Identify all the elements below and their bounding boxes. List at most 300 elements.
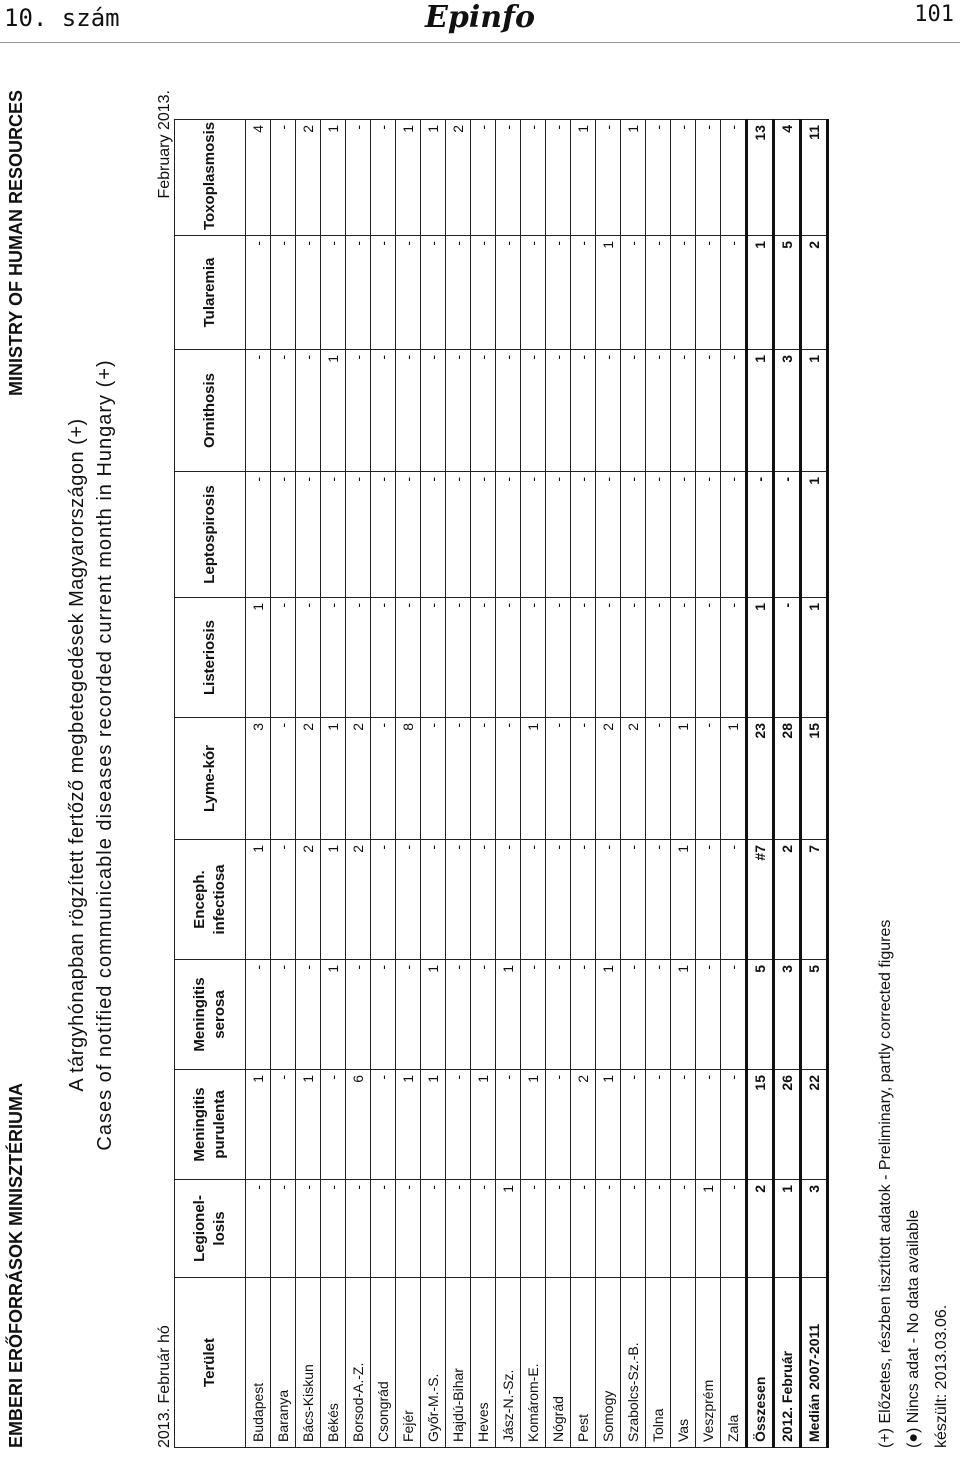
table-row xyxy=(721,120,747,1448)
value-cell: 2 xyxy=(596,718,621,840)
column-header xyxy=(175,120,246,236)
value-cell: - xyxy=(521,236,546,350)
region-cell: Tolna xyxy=(646,1278,671,1448)
value-cell: - xyxy=(621,472,646,598)
value-cell: 2 xyxy=(571,1070,596,1180)
value-cell: - xyxy=(646,598,671,718)
value-cell: 2 xyxy=(446,120,471,236)
value-cell: - xyxy=(496,236,521,350)
value-cell: - xyxy=(271,718,296,840)
value-cell: 1 xyxy=(774,1180,801,1278)
issue-number: 10. szám xyxy=(4,4,120,32)
value-cell: 1 xyxy=(421,120,446,236)
value-cell: - xyxy=(646,718,671,840)
value-cell: 8 xyxy=(396,718,421,840)
value-cell: - xyxy=(571,472,596,598)
value-cell: - xyxy=(696,598,721,718)
value-cell: 1 xyxy=(296,1070,321,1180)
region-cell: Csongrád xyxy=(371,1278,396,1448)
value-cell: - xyxy=(721,960,747,1070)
value-cell: - xyxy=(371,960,396,1070)
value-cell: - xyxy=(571,598,596,718)
value-cell: - xyxy=(396,350,421,472)
value-cell: 1 xyxy=(596,960,621,1070)
column-header xyxy=(175,350,246,472)
value-cell: 2 xyxy=(747,1180,774,1278)
value-cell: - xyxy=(421,840,446,960)
value-cell: - xyxy=(271,472,296,598)
value-cell: - xyxy=(671,236,696,350)
value-cell: - xyxy=(446,598,471,718)
value-cell: - xyxy=(421,1180,446,1278)
value-cell: - xyxy=(571,1180,596,1278)
value-cell: 13 xyxy=(747,120,774,236)
region-cell: Somogy xyxy=(596,1278,621,1448)
table-row xyxy=(246,120,271,1448)
journal-logo: Epinfo xyxy=(425,0,535,35)
value-cell: - xyxy=(596,1180,621,1278)
value-cell: - xyxy=(446,1070,471,1180)
column-header xyxy=(175,840,246,960)
value-cell: - xyxy=(471,236,496,350)
value-cell: - xyxy=(596,840,621,960)
value-cell: 1 xyxy=(747,236,774,350)
value-cell: - xyxy=(496,120,521,236)
column-header xyxy=(175,960,246,1070)
table-row xyxy=(271,120,296,1448)
value-cell: 4 xyxy=(246,120,271,236)
value-cell: - xyxy=(546,718,571,840)
region-cell: Összesen xyxy=(747,1278,774,1448)
value-cell: - xyxy=(596,120,621,236)
column-header-line2: losis xyxy=(211,1211,228,1246)
value-cell: - xyxy=(696,236,721,350)
table-row xyxy=(546,120,571,1448)
page-header xyxy=(0,0,960,43)
value-cell: - xyxy=(696,120,721,236)
value-cell: - xyxy=(546,120,571,236)
value-cell: 1 xyxy=(621,120,646,236)
summary-row xyxy=(801,120,828,1448)
value-cell: 1 xyxy=(246,598,271,718)
region-cell: Komárom-E. xyxy=(521,1278,546,1448)
region-cell: Vas xyxy=(671,1278,696,1448)
value-cell: 1 xyxy=(246,1070,271,1180)
value-cell: 1 xyxy=(801,350,828,472)
value-cell: - xyxy=(496,718,521,840)
value-cell: - xyxy=(446,1180,471,1278)
column-header-line1: Terület xyxy=(201,1338,218,1387)
value-cell: - xyxy=(271,120,296,236)
region-cell: Bács-Kiskun xyxy=(296,1278,321,1448)
column-header-line1: Lyme-kór xyxy=(201,745,218,812)
value-cell: - xyxy=(646,840,671,960)
value-cell: 2 xyxy=(296,120,321,236)
column-header-line1: Enceph. xyxy=(191,870,208,929)
value-cell: 1 xyxy=(521,718,546,840)
region-cell: Baranya xyxy=(271,1278,296,1448)
table-row xyxy=(371,120,396,1448)
value-cell: 1 xyxy=(321,718,346,840)
value-cell: - xyxy=(371,718,396,840)
value-cell: - xyxy=(496,1070,521,1180)
value-cell: - xyxy=(421,350,446,472)
value-cell: - xyxy=(774,472,801,598)
value-cell: - xyxy=(271,350,296,472)
table-row xyxy=(446,120,471,1448)
table-row xyxy=(346,120,371,1448)
table-row xyxy=(296,120,321,1448)
value-cell: 6 xyxy=(346,1070,371,1180)
value-cell: - xyxy=(246,960,271,1070)
value-cell: 4 xyxy=(774,120,801,236)
column-header xyxy=(175,1070,246,1180)
value-cell: - xyxy=(621,350,646,472)
value-cell: - xyxy=(346,1180,371,1278)
value-cell: - xyxy=(696,472,721,598)
value-cell: - xyxy=(546,350,571,472)
value-cell: 1 xyxy=(671,840,696,960)
value-cell: - xyxy=(296,1180,321,1278)
summary-row xyxy=(774,120,801,1448)
value-cell: - xyxy=(646,236,671,350)
value-cell: - xyxy=(371,840,396,960)
value-cell: - xyxy=(321,1070,346,1180)
value-cell: 11 xyxy=(801,120,828,236)
report-title-en: Cases of notified communicable diseases recorded current month in Hungary (+) xyxy=(94,359,116,1151)
region-cell: Szabolcs-Sz.-B. xyxy=(621,1278,646,1448)
table-row xyxy=(596,120,621,1448)
table-row xyxy=(671,120,696,1448)
value-cell: 15 xyxy=(801,718,828,840)
value-cell: 2 xyxy=(621,718,646,840)
value-cell: - xyxy=(421,236,446,350)
value-cell: 1 xyxy=(321,960,346,1070)
value-cell: - xyxy=(471,718,496,840)
value-cell: - xyxy=(546,960,571,1070)
value-cell: 22 xyxy=(801,1070,828,1180)
value-cell: - xyxy=(271,236,296,350)
value-cell: - xyxy=(571,718,596,840)
value-cell: 2 xyxy=(346,840,371,960)
value-cell: 2 xyxy=(296,840,321,960)
column-header-line1: Tularemia xyxy=(201,257,218,328)
value-cell: 1 xyxy=(246,840,271,960)
value-cell: - xyxy=(371,1180,396,1278)
value-cell: - xyxy=(346,960,371,1070)
value-cell: - xyxy=(321,598,346,718)
region-cell: Zala xyxy=(721,1278,747,1448)
value-cell: - xyxy=(321,472,346,598)
value-cell: 1 xyxy=(321,350,346,472)
table-row xyxy=(321,120,346,1448)
value-cell: - xyxy=(296,472,321,598)
value-cell: - xyxy=(721,598,747,718)
column-header xyxy=(175,1180,246,1278)
value-cell: - xyxy=(721,840,747,960)
value-cell: - xyxy=(271,1180,296,1278)
value-cell: 2 xyxy=(296,718,321,840)
table-row xyxy=(571,120,596,1448)
value-cell: - xyxy=(696,960,721,1070)
value-cell: - xyxy=(521,350,546,472)
value-cell: - xyxy=(421,598,446,718)
ministry-name-en: MINISTRY OF HUMAN RESOURCES xyxy=(6,90,26,397)
value-cell: - xyxy=(271,840,296,960)
column-header xyxy=(175,472,246,598)
value-cell: - xyxy=(696,718,721,840)
value-cell: 1 xyxy=(671,718,696,840)
value-cell: 1 xyxy=(747,598,774,718)
value-cell: - xyxy=(546,472,571,598)
value-cell: 1 xyxy=(747,350,774,472)
value-cell: - xyxy=(346,120,371,236)
value-cell: - xyxy=(546,840,571,960)
value-cell: - xyxy=(371,1070,396,1180)
value-cell: 3 xyxy=(801,1180,828,1278)
note-prepared-date: készült: 2013.03.06. xyxy=(933,1304,950,1448)
column-header-line1: Listeriosis xyxy=(201,619,218,696)
column-header-line2: infectiosa xyxy=(211,864,228,935)
region-cell: 2012. Február xyxy=(774,1278,801,1448)
table-row xyxy=(521,120,546,1448)
value-cell: - xyxy=(396,840,421,960)
value-cell: - xyxy=(371,598,396,718)
region-cell: Győr-M.-S. xyxy=(421,1278,446,1448)
table-row xyxy=(621,120,646,1448)
value-cell: - xyxy=(246,350,271,472)
value-cell: - xyxy=(747,472,774,598)
value-cell: - xyxy=(521,840,546,960)
value-cell: - xyxy=(346,350,371,472)
period-label-en: February 2013. xyxy=(156,90,173,199)
value-cell: 1 xyxy=(596,236,621,350)
region-cell: Pest xyxy=(571,1278,596,1448)
value-cell: - xyxy=(371,472,396,598)
value-cell: - xyxy=(696,1070,721,1180)
value-cell: - xyxy=(496,472,521,598)
value-cell: 1 xyxy=(496,960,521,1070)
table-header-row xyxy=(175,120,246,1448)
value-cell: - xyxy=(721,350,747,472)
value-cell: - xyxy=(596,472,621,598)
value-cell: 5 xyxy=(774,236,801,350)
value-cell: 1 xyxy=(721,718,747,840)
value-cell: - xyxy=(521,472,546,598)
value-cell: 5 xyxy=(801,960,828,1070)
column-header xyxy=(175,718,246,840)
region-cell: Nógrád xyxy=(546,1278,571,1448)
value-cell: 1 xyxy=(496,1180,521,1278)
value-cell: 1 xyxy=(521,1070,546,1180)
value-cell: - xyxy=(571,236,596,350)
value-cell: - xyxy=(721,120,747,236)
value-cell: 1 xyxy=(571,120,596,236)
value-cell: - xyxy=(396,598,421,718)
value-cell: - xyxy=(521,598,546,718)
value-cell: - xyxy=(396,960,421,1070)
value-cell: 1 xyxy=(396,1070,421,1180)
column-header-line1: Meningitis xyxy=(191,977,208,1052)
value-cell: - xyxy=(446,350,471,472)
column-header xyxy=(175,1278,246,1448)
table-row xyxy=(496,120,521,1448)
value-cell: - xyxy=(671,1070,696,1180)
value-cell: - xyxy=(396,236,421,350)
value-cell: - xyxy=(271,1070,296,1180)
value-cell: - xyxy=(721,1070,747,1180)
value-cell: - xyxy=(671,120,696,236)
value-cell: - xyxy=(671,472,696,598)
value-cell: - xyxy=(646,960,671,1070)
value-cell: - xyxy=(346,236,371,350)
value-cell: - xyxy=(296,598,321,718)
value-cell: 1 xyxy=(421,1070,446,1180)
column-header xyxy=(175,236,246,350)
value-cell: - xyxy=(321,236,346,350)
value-cell: - xyxy=(571,960,596,1070)
page-number: 101 xyxy=(914,2,954,27)
value-cell: - xyxy=(621,236,646,350)
period-label-hu: 2013. Február hó xyxy=(156,1325,173,1448)
footnotes xyxy=(872,920,956,1448)
value-cell: - xyxy=(471,120,496,236)
value-cell: 23 xyxy=(747,718,774,840)
value-cell: 1 xyxy=(321,120,346,236)
value-cell: - xyxy=(546,1070,571,1180)
disease-table xyxy=(174,120,829,1448)
value-cell: 1 xyxy=(321,840,346,960)
value-cell: - xyxy=(521,1180,546,1278)
value-cell: - xyxy=(446,236,471,350)
column-header-line1: Ornithosis xyxy=(201,373,218,449)
value-cell: - xyxy=(446,960,471,1070)
value-cell: - xyxy=(296,236,321,350)
value-cell: - xyxy=(371,120,396,236)
value-cell: - xyxy=(346,598,371,718)
region-cell: Hajdú-Bihar xyxy=(446,1278,471,1448)
value-cell: - xyxy=(396,472,421,598)
value-cell: 26 xyxy=(774,1070,801,1180)
value-cell: - xyxy=(471,598,496,718)
value-cell: - xyxy=(696,350,721,472)
region-cell: Borsod-A.-Z. xyxy=(346,1278,371,1448)
column-header-line1: Legionel- xyxy=(191,1195,208,1262)
column-header-line1: Meningitis xyxy=(191,1087,208,1162)
value-cell: - xyxy=(721,236,747,350)
value-cell: 3 xyxy=(774,960,801,1070)
value-cell: - xyxy=(446,472,471,598)
value-cell: 2 xyxy=(774,840,801,960)
region-cell: Jász-N.-Sz. xyxy=(496,1278,521,1448)
table-row xyxy=(696,120,721,1448)
value-cell: - xyxy=(721,1180,747,1278)
value-cell: - xyxy=(296,350,321,472)
value-cell: 1 xyxy=(396,120,421,236)
value-cell: - xyxy=(321,1180,346,1278)
value-cell: - xyxy=(446,840,471,960)
value-cell: - xyxy=(521,960,546,1070)
value-cell: - xyxy=(246,472,271,598)
value-cell: 2 xyxy=(346,718,371,840)
value-cell: 1 xyxy=(596,1070,621,1180)
value-cell: - xyxy=(371,350,396,472)
value-cell: - xyxy=(496,350,521,472)
value-cell: - xyxy=(621,840,646,960)
value-cell: - xyxy=(774,598,801,718)
value-cell: - xyxy=(646,350,671,472)
value-cell: - xyxy=(671,350,696,472)
column-header-line1: Toxoplasmosis xyxy=(201,121,218,230)
value-cell: - xyxy=(646,1180,671,1278)
value-cell: 1 xyxy=(471,1070,496,1180)
value-cell: - xyxy=(246,236,271,350)
value-cell: - xyxy=(421,472,446,598)
summary-row xyxy=(747,120,774,1448)
value-cell: - xyxy=(471,840,496,960)
column-header-line2: purulenta xyxy=(211,1090,228,1159)
value-cell: - xyxy=(621,1070,646,1180)
region-cell: Heves xyxy=(471,1278,496,1448)
ministry-name-hu: EMBERI ERŐFORRÁSOK MINISZTÉRIUMA xyxy=(6,1082,26,1448)
value-cell: - xyxy=(346,472,371,598)
value-cell: - xyxy=(471,960,496,1070)
value-cell: - xyxy=(671,1180,696,1278)
value-cell: - xyxy=(696,840,721,960)
report-title-hu: A tárgyhónapban rögzített fertőző megbetegedések Magyarországon (+) xyxy=(66,418,88,1092)
column-header xyxy=(175,598,246,718)
value-cell: - xyxy=(571,840,596,960)
table-row xyxy=(646,120,671,1448)
value-cell: - xyxy=(496,840,521,960)
value-cell: 2 xyxy=(801,236,828,350)
region-cell: Fejér xyxy=(396,1278,421,1448)
value-cell: - xyxy=(471,350,496,472)
value-cell: 1 xyxy=(696,1180,721,1278)
value-cell: - xyxy=(621,1180,646,1278)
value-cell: 15 xyxy=(747,1070,774,1180)
value-cell: - xyxy=(621,598,646,718)
value-cell: 28 xyxy=(774,718,801,840)
region-cell: Békés xyxy=(321,1278,346,1448)
value-cell: 3 xyxy=(246,718,271,840)
value-cell: - xyxy=(421,718,446,840)
value-cell: - xyxy=(521,120,546,236)
value-cell: - xyxy=(246,1180,271,1278)
value-cell: - xyxy=(546,598,571,718)
table-row xyxy=(421,120,446,1448)
value-cell: 1 xyxy=(671,960,696,1070)
value-cell: - xyxy=(296,960,321,1070)
value-cell: - xyxy=(396,1180,421,1278)
value-cell: 5 xyxy=(747,960,774,1070)
value-cell: - xyxy=(721,472,747,598)
value-cell: - xyxy=(271,960,296,1070)
region-cell: Medián 2007-2011 xyxy=(801,1278,828,1448)
value-cell: - xyxy=(546,236,571,350)
region-cell: Budapest xyxy=(246,1278,271,1448)
value-cell: - xyxy=(596,598,621,718)
value-cell: 1 xyxy=(801,598,828,718)
column-header-line2: serosa xyxy=(211,990,228,1039)
value-cell: - xyxy=(596,350,621,472)
value-cell: - xyxy=(621,960,646,1070)
value-cell: 1 xyxy=(421,960,446,1070)
note-preliminary: (+) Előzetes, részben tisztított adatok - Preliminary, partly corrected figures xyxy=(877,919,894,1448)
rotated-report xyxy=(0,50,960,1460)
column-header-line1: Leptospirosis xyxy=(201,485,218,584)
region-cell: Veszprém xyxy=(696,1278,721,1448)
